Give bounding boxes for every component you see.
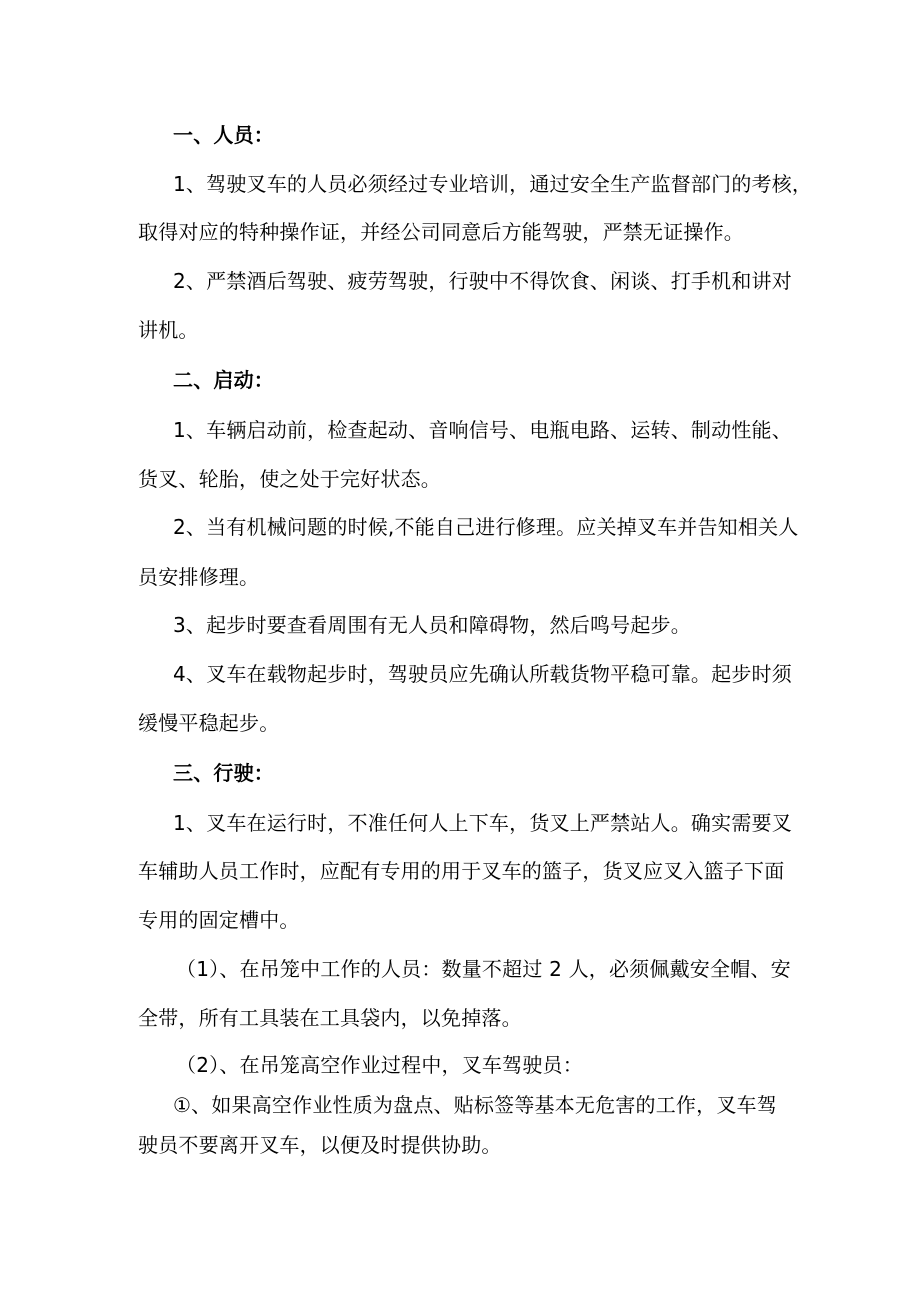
paragraph-line: 1、叉车在运行时，不准任何人上下车，货叉上严禁站人。确实需要叉 <box>173 811 792 835</box>
paragraph-line: 1、车辆启动前，检查起动、音响信号、电瓶电路、运转、制动性能、 <box>173 418 792 442</box>
paragraph-line: 货叉、轮胎，使之处于完好状态。 <box>138 467 441 491</box>
section-heading-personnel: 一、人员： <box>173 123 274 147</box>
paragraph-line: 驶员不要离开叉车，以便及时提供协助。 <box>138 1133 502 1157</box>
paragraph-line: 全带，所有工具装在工具袋内，以免掉落。 <box>138 1006 522 1030</box>
paragraph-line: 缓慢平稳起步。 <box>138 711 280 735</box>
paragraph-line: 2、严禁酒后驾驶、疲劳驾驶，行驶中不得饮食、闲谈、打手机和讲对 <box>173 269 792 293</box>
paragraph-line: 讲机。 <box>138 318 199 342</box>
paragraph-line: （1）、在吊笼中工作的人员：数量不超过 2 人，必须佩戴安全帽、安 <box>176 957 791 981</box>
paragraph-line: 3、起步时要查看周围有无人员和障碍物，然后鸣号起步。 <box>173 613 691 637</box>
paragraph-line: 专用的固定槽中。 <box>138 908 300 932</box>
section-heading-startup: 二、启动： <box>173 368 274 392</box>
paragraph-line: 车辅助人员工作时，应配有专用的用于叉车的篮子，货叉应叉入篮子下面 <box>138 859 785 883</box>
paragraph-line: 1、驾驶叉车的人员必须经过专业培训，通过安全生产监督部门的考核， <box>173 172 813 196</box>
paragraph-line: 2、当有机械问题的时候,不能自己进行修理。应关掉叉车并告知相关人 <box>173 515 799 539</box>
paragraph-line: （2）、在吊笼高空作业过程中，叉车驾驶员： <box>176 1053 583 1077</box>
paragraph-line: 取得对应的特种操作证，并经公司同意后方能驾驶，严禁无证操作。 <box>138 220 744 244</box>
section-heading-driving: 三、行驶： <box>173 761 274 785</box>
paragraph-line: 4、叉车在载物起步时，驾驶员应先确认所载货物平稳可靠。起步时须 <box>173 662 792 686</box>
paragraph-line: 员安排修理。 <box>138 565 260 589</box>
paragraph-line: ①、如果高空作业性质为盘点、贴标签等基本无危害的工作，叉车驾 <box>173 1093 777 1117</box>
